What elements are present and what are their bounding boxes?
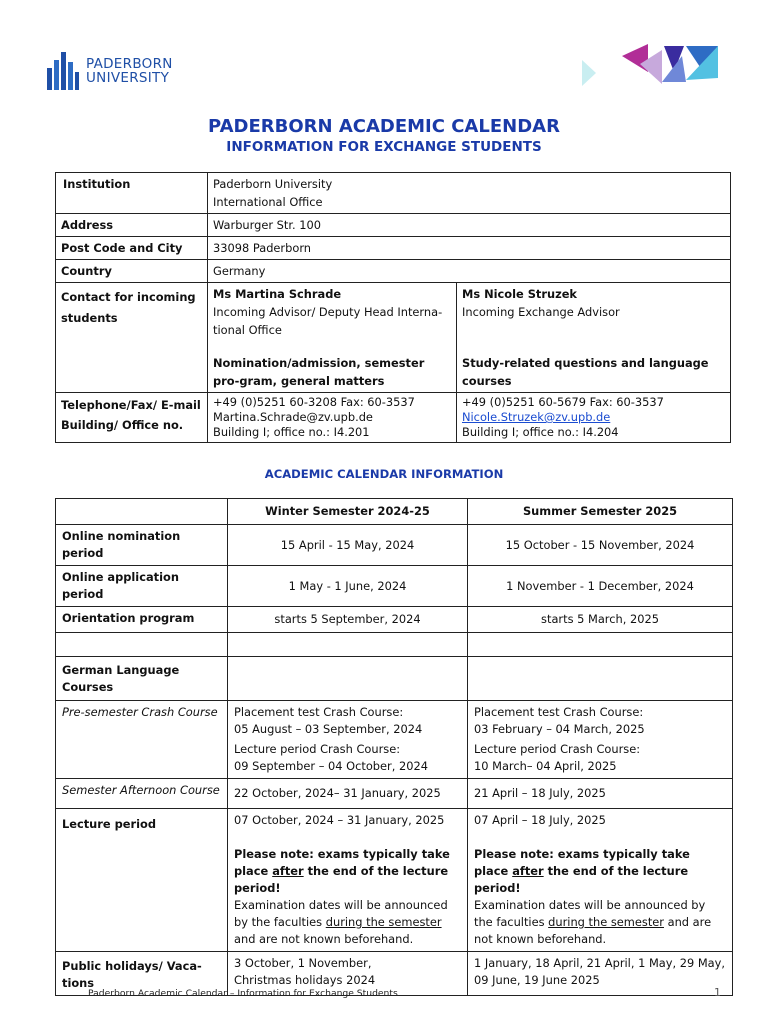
contact-1-office: Building I; office no.: I4.201 bbox=[213, 425, 370, 439]
country-label: Country bbox=[56, 260, 208, 283]
table-row bbox=[56, 214, 731, 237]
contact-1-role: Incoming Advisor/ Deputy Head Interna-tional Office bbox=[213, 305, 443, 337]
nomination-winter: 15 April - 15 May, 2024 bbox=[228, 525, 468, 566]
contact-1-phone: +49 (0)5251 60-3208 Fax: 60-3537 bbox=[213, 395, 415, 409]
lecture-period-label: Lecture period bbox=[56, 809, 228, 952]
postcode-label: Post Code and City bbox=[56, 237, 208, 260]
application-summer: 1 November - 1 December, 2024 bbox=[468, 566, 733, 607]
exam-dates-note: Examination dates will be announced by the faculties during the semester and are not known beforehand. bbox=[234, 898, 448, 946]
table-row bbox=[56, 809, 733, 952]
contact-2 bbox=[457, 283, 731, 393]
empty-cell bbox=[56, 633, 228, 657]
university-logo bbox=[46, 50, 173, 92]
exam-dates-note: Examination dates will be announced by the faculties during the semester and are not known beforehand. bbox=[474, 898, 712, 946]
contact-2-role: Incoming Exchange Advisor bbox=[462, 305, 620, 319]
header-empty-cell bbox=[56, 499, 228, 525]
institution-value bbox=[208, 173, 731, 214]
contact-1 bbox=[208, 283, 457, 393]
empty-cell bbox=[468, 633, 733, 657]
column-header-winter: Winter Semester 2024-25 bbox=[228, 499, 468, 525]
contact-1-name: Ms Martina Schrade bbox=[213, 287, 342, 301]
table-row bbox=[56, 173, 731, 214]
contact-2-office: Building I; office no.: I4.204 bbox=[462, 425, 619, 439]
table-row bbox=[56, 393, 731, 443]
afternoon-course-label: Semester Afternoon Course bbox=[56, 779, 228, 809]
table-row bbox=[56, 779, 733, 809]
holidays-winter: 3 October, 1 November, Christmas holidays 2024 bbox=[228, 952, 468, 996]
contact-label: Contact for incoming students bbox=[56, 283, 208, 393]
contact-2-name: Ms Nicole Struzek bbox=[462, 287, 577, 301]
table-row bbox=[56, 283, 731, 393]
decorative-triangles-icon bbox=[578, 42, 728, 92]
column-header-summer: Summer Semester 2025 bbox=[468, 499, 733, 525]
holidays-label: Public holidays/ Vaca-tions bbox=[56, 952, 228, 996]
table-row bbox=[56, 701, 733, 779]
contact-1-duties: Nomination/admission, semester pro-gram, general matters bbox=[213, 356, 425, 388]
university-logo-mark-icon bbox=[46, 50, 80, 92]
address-label: Address bbox=[56, 214, 208, 237]
page-title: PADERBORN ACADEMIC CALENDAR bbox=[208, 116, 560, 137]
table-row bbox=[56, 237, 731, 260]
institution-line-2: International Office bbox=[213, 195, 323, 209]
nomination-summer: 15 October - 15 November, 2024 bbox=[468, 525, 733, 566]
orientation-winter: starts 5 September, 2024 bbox=[228, 607, 468, 633]
logo-line-1: PADERBORN bbox=[86, 56, 173, 72]
empty-cell bbox=[228, 657, 468, 701]
academic-calendar-table bbox=[55, 498, 733, 996]
contact-1-email: Martina.Schrade@zv.upb.de bbox=[213, 410, 373, 424]
application-label: Online application period bbox=[56, 566, 228, 607]
crash-course-winter: Placement test Crash Course: 05 August – 03 September, 2024 Lecture period Crash Course: 09 September – 04 October, 2024 bbox=[228, 701, 468, 779]
lecture-period-winter: 07 October, 2024 – 31 January, 2025 Please note: exams typically take place after the end of the lecture period! Examination dates will be announced by the faculties during the semester and are not known beforehand. bbox=[228, 809, 468, 952]
contact-2-duties: Study-related questions and language courses bbox=[462, 356, 709, 388]
holidays-summer: 1 January, 18 April, 21 April, 1 May, 29 May, 09 June, 19 June 2025 bbox=[468, 952, 733, 996]
orientation-summer: starts 5 March, 2025 bbox=[468, 607, 733, 633]
table-row bbox=[56, 260, 731, 283]
calendar-section-title: ACADEMIC CALENDAR INFORMATION bbox=[264, 467, 504, 481]
crash-course-summer: Placement test Crash Course: 03 February – 04 March, 2025 Lecture period Crash Course: 10 March– 04 April, 2025 bbox=[468, 701, 733, 779]
postcode-value: 33098 Paderborn bbox=[208, 237, 731, 260]
exam-note: Please note: exams typically take place after the end of the lecture period! bbox=[234, 847, 450, 895]
institution-line-1: Paderborn University bbox=[213, 177, 333, 191]
application-winter: 1 May - 1 June, 2024 bbox=[228, 566, 468, 607]
exam-note: Please note: exams typically take place after the end of the lecture period! bbox=[474, 847, 690, 895]
table-row bbox=[56, 633, 733, 657]
address-value: Warburger Str. 100 bbox=[208, 214, 731, 237]
table-row bbox=[56, 499, 733, 525]
logo-line-2: UNIVERSITY bbox=[86, 70, 170, 86]
table-row bbox=[56, 607, 733, 633]
empty-cell bbox=[468, 657, 733, 701]
empty-cell bbox=[228, 633, 468, 657]
contact-2-details bbox=[457, 393, 731, 443]
orientation-label: Orientation program bbox=[56, 607, 228, 633]
page-number: 1 bbox=[714, 986, 721, 999]
afternoon-course-winter: 22 October, 2024– 31 January, 2025 bbox=[228, 779, 468, 809]
contact-2-email-link[interactable]: Nicole.Struzek@zv.upb.de bbox=[462, 410, 611, 424]
lecture-period-summer: 07 April – 18 July, 2025 Please note: exams typically take place after the end of the lecture period! Examination dates will be announced by the faculties during the semester and are not known beforehand. bbox=[468, 809, 733, 952]
institution-label: Institution bbox=[56, 173, 208, 214]
phone-label: Telephone/Fax/ E-mail Building/ Office no. bbox=[56, 393, 208, 443]
contact-2-phone: +49 (0)5251 60-5679 Fax: 60-3537 bbox=[462, 395, 664, 409]
page-subtitle: INFORMATION FOR EXCHANGE STUDENTS bbox=[226, 139, 542, 155]
table-row bbox=[56, 657, 733, 701]
nomination-label: Online nomination period bbox=[56, 525, 228, 566]
country-value: Germany bbox=[208, 260, 731, 283]
crash-course-label: Pre-semester Crash Course bbox=[56, 701, 228, 779]
table-row bbox=[56, 525, 733, 566]
german-courses-label: German Language Courses bbox=[56, 657, 228, 701]
institution-info-table bbox=[55, 172, 731, 443]
table-row bbox=[56, 566, 733, 607]
contact-1-details bbox=[208, 393, 457, 443]
afternoon-course-summer: 21 April – 18 July, 2025 bbox=[468, 779, 733, 809]
footer-text: Paderborn Academic Calendar – Information for Exchange Students bbox=[88, 988, 398, 999]
